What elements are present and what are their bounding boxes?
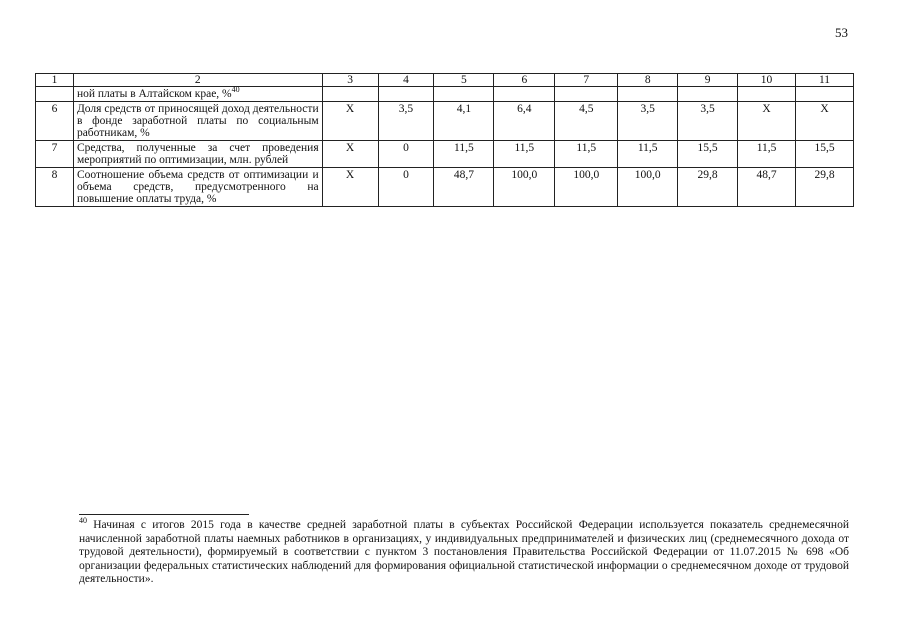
- cell-value: 6,4: [494, 102, 555, 141]
- row-number: 8: [36, 168, 74, 207]
- cell-value: 15,5: [678, 141, 738, 168]
- cell-value: 11,5: [618, 141, 678, 168]
- cell-value: 0: [378, 168, 434, 207]
- column-header: 9: [678, 74, 738, 87]
- cell-value: 4,5: [555, 102, 618, 141]
- cell-value: 100,0: [494, 168, 555, 207]
- table-row: [36, 141, 854, 168]
- cell-value: 3,5: [678, 102, 738, 141]
- cell-value: 11,5: [738, 141, 796, 168]
- cell-value: 29,8: [796, 168, 854, 207]
- column-header: 1: [36, 74, 74, 87]
- cell-value: Х: [322, 168, 378, 207]
- table-header-row: [36, 74, 854, 87]
- column-header: 7: [555, 74, 618, 87]
- footnote-text: Начиная с итогов 2015 года в качестве средней заработной платы в субъектах Российской Федерации используется показатель среднемесячной начисленной заработной платы наемных работников в организациях, у индивидуальных предпринимателей и физических лиц (среднемесячного дохода от трудовой деятельности), формируемый в соответствии с пунктом 3 постановления Правительства Российской Федерации от 11.07.2015 № 698 «Об организации федеральных статистических наблюдений для формирования официальной статистической информации о среднемесячном доходе от трудовой деятельности».: [79, 519, 849, 585]
- cell-value: 11,5: [494, 141, 555, 168]
- column-header: 4: [378, 74, 434, 87]
- row-label: ной платы в Алтайском крае, %$^{40}$: [73, 87, 322, 102]
- cell-value: Х: [796, 102, 854, 141]
- row-label: Доля средств от приносящей доход деятельности в фонде заработной платы по социальным работникам, %: [73, 102, 322, 141]
- cell-value: 11,5: [555, 141, 618, 168]
- column-header: 11: [796, 74, 854, 87]
- column-header: 3: [322, 74, 378, 87]
- cell-value: 15,5: [796, 141, 854, 168]
- table-row: [36, 168, 854, 207]
- footnote-divider: [79, 514, 249, 515]
- cell-value: 29,8: [678, 168, 738, 207]
- column-header: 2: [73, 74, 322, 87]
- row-number: 6: [36, 102, 74, 141]
- cell-value: 48,7: [434, 168, 494, 207]
- column-header: 8: [618, 74, 678, 87]
- row-label: Средства, полученные за счет проведения мероприятий по оптимизации, млн. рублей: [73, 141, 322, 168]
- footnote-mark: 40: [79, 516, 87, 526]
- footnote-reference: 40: [231, 85, 240, 95]
- cell-value: Х: [322, 141, 378, 168]
- cell-value: 100,0: [618, 168, 678, 207]
- row-number: 7: [36, 141, 74, 168]
- cell-value: 11,5: [434, 141, 494, 168]
- table-row-continuation: [36, 87, 854, 102]
- cell-value: Х: [322, 102, 378, 141]
- column-header: 10: [738, 74, 796, 87]
- page-number: 53: [835, 25, 848, 40]
- data-table: [35, 73, 854, 207]
- cell-value: 0: [378, 141, 434, 168]
- cell-value: Х: [738, 102, 796, 141]
- cell-value: 48,7: [738, 168, 796, 207]
- cell-value: 100,0: [555, 168, 618, 207]
- cell-value: 3,5: [378, 102, 434, 141]
- cell-value: 3,5: [618, 102, 678, 141]
- column-header: 5: [434, 74, 494, 87]
- column-header: 6: [494, 74, 555, 87]
- cell-value: 4,1: [434, 102, 494, 141]
- table-row: [36, 102, 854, 141]
- row-label: Соотношение объема средств от оптимизации и объема средств, предусмотренного на повышение оплаты труда, %: [73, 168, 322, 207]
- footnote: [79, 516, 849, 587]
